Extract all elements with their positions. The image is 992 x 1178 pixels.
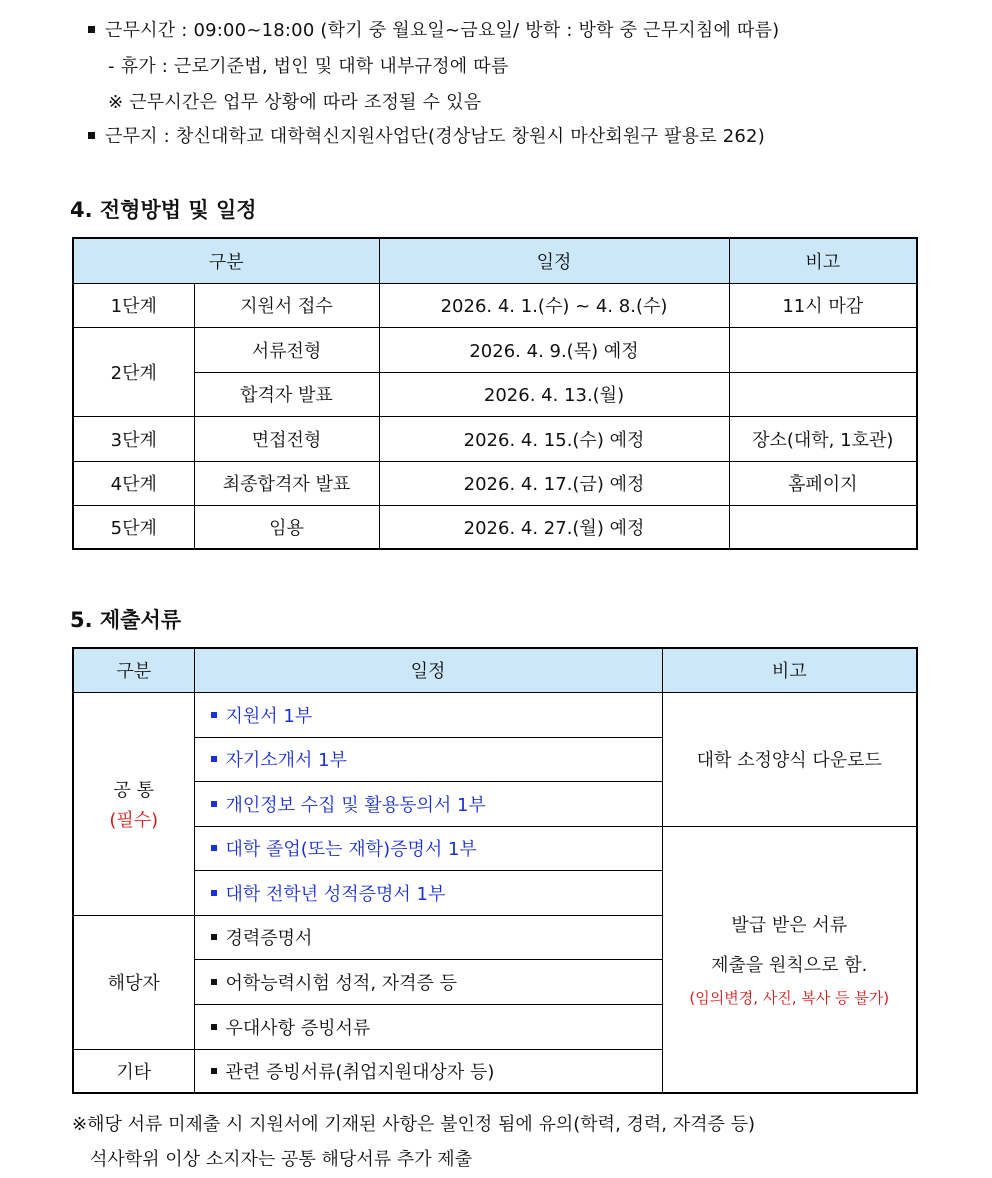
note-cell: 11시 마감 [729,283,917,327]
header-category: 구분 [73,648,194,692]
document-cell [194,826,662,870]
date-cell: 2026. 4. 9.(목) 예정 [379,327,729,372]
stage-cell: 2단계 [73,327,194,416]
common-label: 공 통 [113,779,154,801]
square-bullet-icon [211,845,217,851]
work-location-line [88,122,765,148]
download-note-cell: 대학 소정양식 다운로드 [662,692,917,826]
table-row [73,505,917,549]
task-cell: 최종합격자 발표 [194,461,379,505]
document-label: 지원서 1부 [225,705,313,727]
square-bullet-icon [211,801,217,807]
document-cell [194,915,662,959]
table-row [73,416,917,461]
table-row [73,461,917,505]
square-bullet-icon [211,1024,217,1030]
document-cell [194,1049,662,1093]
task-cell: 서류전형 [194,327,379,372]
section4-title: 4. 전형방법 및 일정 [70,198,257,222]
table-row [73,327,917,372]
square-bullet-icon [211,712,217,718]
header-category: 구분 [73,238,379,283]
work-location-text: 근무지 : 창신대학교 대학혁신지원사업단(경상남도 창원시 마산회원구 팔용로 262) [105,126,765,147]
date-cell: 2026. 4. 15.(수) 예정 [379,416,729,461]
date-cell: 2026. 4. 27.(월) 예정 [379,505,729,549]
document-label: 자기소개서 1부 [225,750,348,771]
document-cell [194,781,662,826]
work-hours-line [88,16,779,42]
task-cell: 면접전형 [194,416,379,461]
stage-cell: 5단계 [73,505,194,549]
stage-cell: 3단계 [73,416,194,461]
issued-note-cell [662,826,917,1093]
vacation-line: - 휴가 : 근로기준법, 법인 및 대학 내부규정에 따름 [108,56,509,77]
document-label: 개인정보 수집 및 활용동의서 1부 [225,794,486,816]
note-cell [729,505,917,549]
square-bullet-icon [211,979,217,985]
schedule-header-row [73,238,917,283]
applicable-category-cell: 해당자 [73,915,194,1049]
document-label: 대학 전학년 성적증명서 1부 [225,883,446,905]
stage-cell: 4단계 [73,461,194,505]
common-category-cell [73,692,194,915]
square-bullet-icon [211,890,217,896]
date-cell: 2026. 4. 13.(월) [379,372,729,416]
other-category-cell: 기타 [73,1049,194,1093]
task-cell: 합격자 발표 [194,372,379,416]
document-label: 경력증명서 [225,928,313,949]
note-cell [729,327,917,372]
document-label: 관련 증빙서류(취업지원대상자 등) [225,1061,495,1083]
schedule-table [72,237,918,550]
table-row [73,692,917,737]
date-cell: 2026. 4. 17.(금) 예정 [379,461,729,505]
footer-note-1: ※해당 서류 미제출 시 지원서에 기재된 사항은 불인정 됨에 유의(학력, 경력, 자격증 등) [72,1114,756,1135]
date-cell: 2026. 4. 1.(수) ~ 4. 8.(수) [379,283,729,327]
work-hours-text: 근무시간 : 09:00~18:00 (학기 중 월요일~금요일/ 방학 : 방학 중 근무지침에 따름) [105,20,780,41]
document-cell [194,692,662,737]
issued-note-line1: 발급 받은 서류 [731,914,848,936]
note-cell [729,372,917,416]
square-bullet-icon [211,1068,217,1074]
documents-header-row [73,648,917,692]
table-row [73,372,917,416]
document-label: 대학 졸업(또는 재학)증명서 1부 [225,839,477,860]
table-row [73,826,917,870]
square-bullet-icon [88,132,95,139]
issued-note-line2: 제출을 원칙으로 함. [711,954,868,976]
header-schedule: 일정 [194,648,662,692]
hours-note-line: ※ 근무시간은 업무 상황에 따라 조정될 수 있음 [108,92,482,113]
header-remarks: 비고 [729,238,917,283]
note-cell: 홈페이지 [729,461,917,505]
section5-title: 5. 제출서류 [70,608,182,632]
document-cell [194,737,662,781]
note-cell: 장소(대학, 1호관) [729,416,917,461]
footer-note-2: 석사학위 이상 소지자는 공통 해당서류 추가 제출 [90,1149,473,1170]
document-label: 우대사항 증빙서류 [225,1017,371,1039]
task-cell: 지원서 접수 [194,283,379,327]
square-bullet-icon [211,756,217,762]
issued-note-line3: (임의변경, 사진, 복사 등 불가) [689,988,890,1007]
stage-cell: 1단계 [73,283,194,327]
document-cell [194,870,662,915]
table-row [73,283,917,327]
header-schedule: 일정 [379,238,729,283]
square-bullet-icon [88,26,95,33]
documents-table [72,647,918,1094]
square-bullet-icon [211,934,217,940]
document-label: 어학능력시험 성적, 자격증 등 [225,972,458,994]
required-label: (필수) [109,809,159,831]
document-cell [194,1004,662,1049]
document-cell [194,959,662,1004]
task-cell: 임용 [194,505,379,549]
header-remarks: 비고 [662,648,917,692]
